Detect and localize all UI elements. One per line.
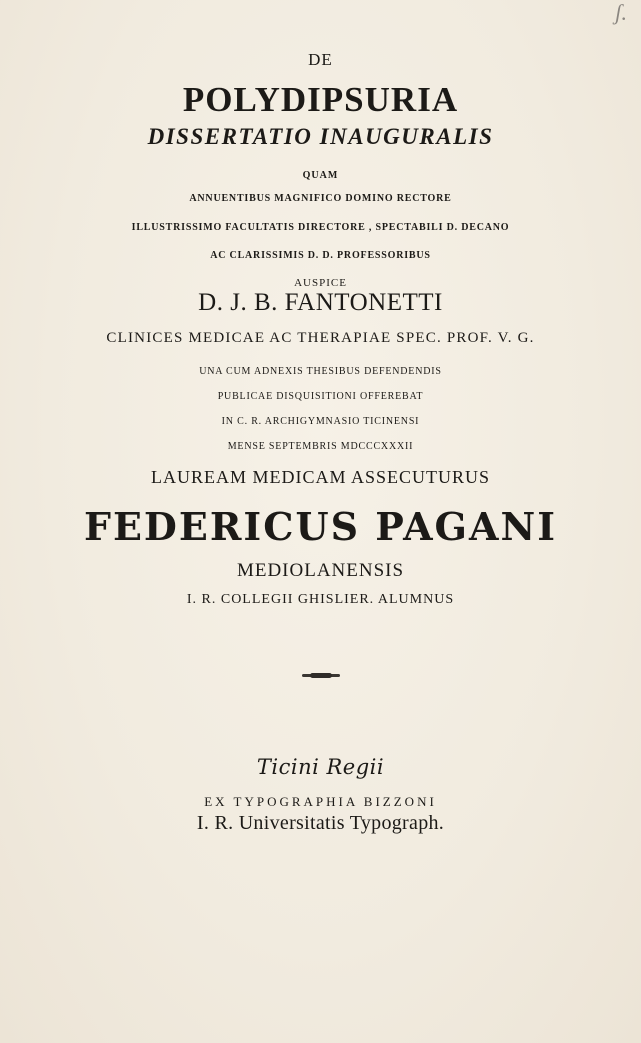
professor-title: CLINICES MEDICAE AC THERAPIAE SPEC. PROF. V. G. [106, 330, 535, 346]
defense-line-4: MENSE SEPTEMBRIS MDCCCXXXII [227, 441, 414, 452]
quam-line: QUAM [302, 170, 339, 181]
corner-annotation: ʃ. [615, 0, 627, 25]
imprint-printer: EX TYPOGRAPHIA BIZZONI [204, 794, 437, 809]
author-name: FEDERICUS PAGANI [83, 504, 557, 549]
ornament-divider [302, 674, 340, 677]
defense-line-1: UNA CUM ADNEXIS THESIBUS DEFENDENDIS [199, 366, 442, 377]
dedication-line-2: ILLUSTRISSIMO FACULTATIS DIRECTORE , SPECTABILI D. DECANO [131, 222, 510, 233]
author-college: I. R. COLLEGII GHISLIER. ALUMNUS [186, 592, 455, 607]
laurea-line: LAUREAM MEDICAM ASSECUTURUS [150, 467, 491, 487]
dedication-line-3: AC CLARISSIMIS D. D. PROFESSORIBUS [210, 250, 431, 261]
defense-line-3: IN C. R. ARCHIGYMNASIO TICINENSI [221, 416, 420, 427]
page-title: POLYDIPSURIA [182, 80, 459, 119]
author-origin: MEDIOLANENSIS [236, 560, 405, 581]
imprint-place: Ticini Regii [256, 755, 385, 779]
auspice-line: AUSPICE [294, 277, 347, 289]
professor-name: D. J. B. FANTONETTI [198, 289, 443, 316]
defense-line-2: PUBLICAE DISQUISITIONI OFFEREBAT [217, 391, 424, 402]
preposition-de: DE [308, 50, 333, 69]
subtitle: DISSERTATIO INAUGURALIS [147, 124, 494, 149]
imprint-university: I. R. Universitatis Typograph. [196, 812, 445, 834]
dedication-line-1: ANNUENTIBUS MAGNIFICO DOMINO RECTORE [189, 193, 452, 204]
